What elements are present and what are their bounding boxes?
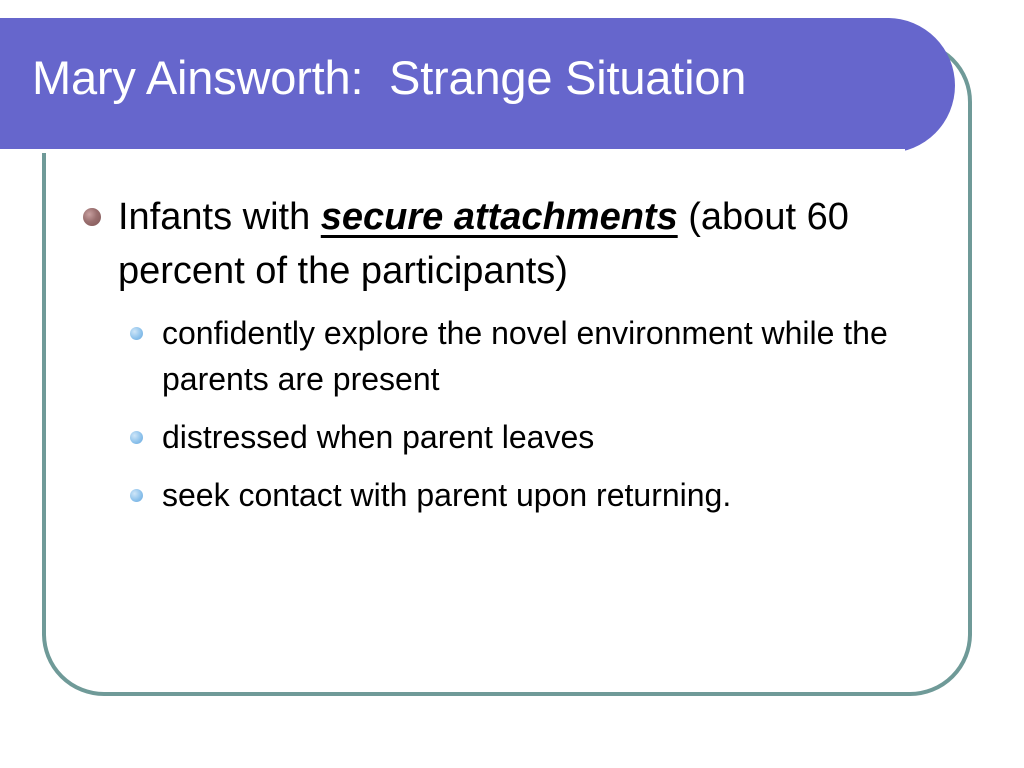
sub-bullet [116, 310, 940, 402]
bullet-dot-icon [83, 208, 101, 226]
sub-bullet [116, 414, 940, 460]
bullet-text-start: Infants with [118, 196, 321, 238]
sub-bullet-dot-icon [130, 489, 143, 502]
sub-bullet-text: seek contact with parent upon returning. [162, 477, 732, 513]
bullet-text-end: (about 60 percent of the participants) [118, 196, 849, 292]
sub-bullet-list [118, 310, 940, 518]
bullet-list [80, 190, 940, 530]
sub-bullet-text: confidently explore the novel environment while the parents are present [162, 315, 888, 397]
secure-attachments-emphasis: secure attachments [320, 196, 678, 238]
sub-bullet-dot-icon [130, 431, 143, 444]
sub-bullet-dot-icon [130, 327, 143, 340]
title-underline [0, 149, 905, 153]
main-bullet [80, 190, 940, 518]
sub-bullet [116, 472, 940, 518]
slide-title: Mary Ainsworth: Strange Situation [32, 51, 747, 104]
sub-bullet-text: distressed when parent leaves [162, 419, 595, 455]
